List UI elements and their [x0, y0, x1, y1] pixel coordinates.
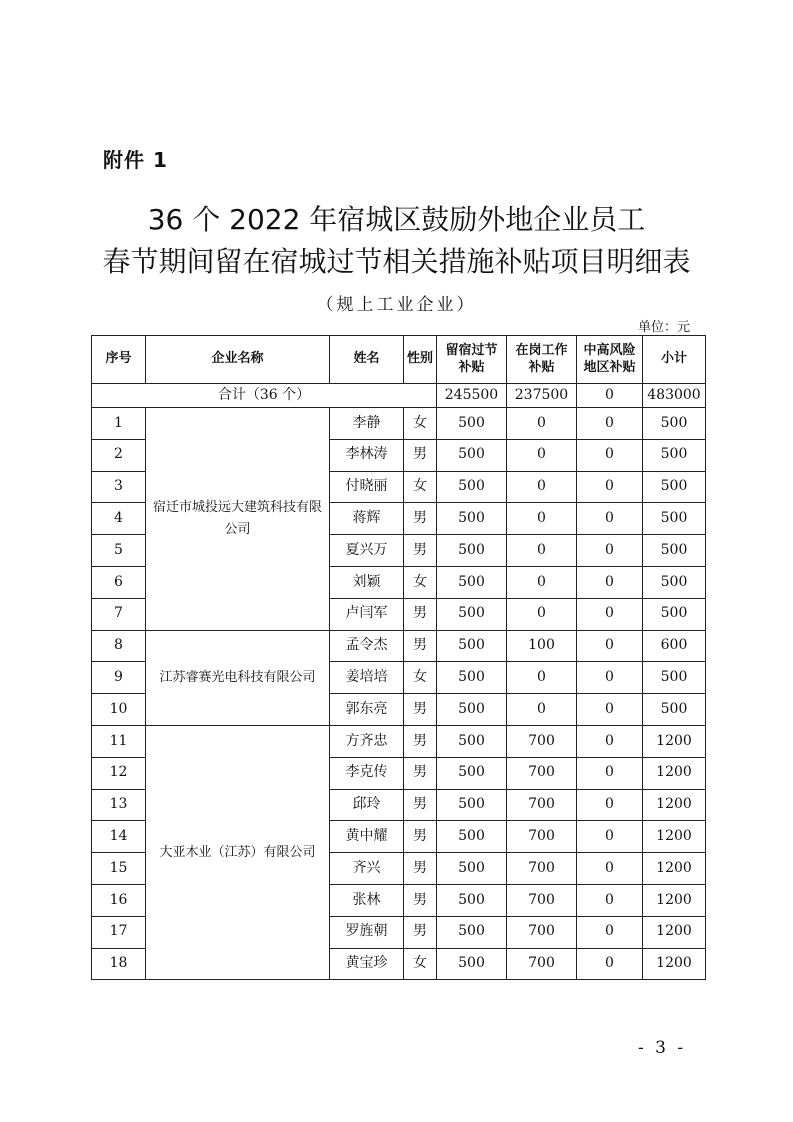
cell-name: 张林: [330, 884, 404, 916]
cell-gender: 男: [404, 439, 437, 471]
cell-subtotal: 1200: [643, 948, 706, 980]
cell-gender: 男: [404, 916, 437, 948]
header-stay-subsidy: [437, 336, 507, 384]
header-name: 姓名: [330, 336, 404, 384]
cell-stay: 500: [437, 566, 507, 598]
cell-subtotal: 500: [643, 439, 706, 471]
header-gender: 性别: [404, 336, 437, 384]
cell-gender: 男: [404, 598, 437, 630]
cell-risk: 0: [577, 503, 643, 535]
header-work-line2: 补贴: [528, 359, 555, 375]
cell-stay: 500: [437, 598, 507, 630]
cell-subtotal: 500: [643, 408, 706, 440]
cell-name: 罗旌朝: [330, 916, 404, 948]
cell-name: 黄中耀: [330, 821, 404, 853]
cell-seq: 14: [92, 821, 146, 853]
cell-work: 0: [507, 598, 577, 630]
cell-name: 蒋辉: [330, 503, 404, 535]
total-risk: 0: [577, 384, 643, 408]
cell-seq: 17: [92, 916, 146, 948]
cell-risk: 0: [577, 821, 643, 853]
cell-name: 孟令杰: [330, 630, 404, 662]
cell-stay: 500: [437, 884, 507, 916]
cell-stay: 500: [437, 948, 507, 980]
cell-subtotal: 1200: [643, 916, 706, 948]
document-subtitle: （规上工业企业）: [316, 295, 477, 315]
cell-name: 姜培培: [330, 662, 404, 694]
cell-seq: 10: [92, 694, 146, 726]
company-name: 宿迁市城投远大建筑科技有限公司: [146, 408, 330, 631]
cell-work: 0: [507, 662, 577, 694]
cell-subtotal: 600: [643, 630, 706, 662]
cell-stay: 500: [437, 725, 507, 757]
cell-stay: 500: [437, 439, 507, 471]
cell-risk: 0: [577, 948, 643, 980]
cell-work: 700: [507, 853, 577, 885]
cell-work: 700: [507, 757, 577, 789]
cell-risk: 0: [577, 535, 643, 567]
cell-subtotal: 1200: [643, 821, 706, 853]
cell-gender: 男: [404, 535, 437, 567]
cell-gender: 女: [404, 662, 437, 694]
cell-stay: 500: [437, 630, 507, 662]
cell-work: 0: [507, 408, 577, 440]
cell-risk: 0: [577, 725, 643, 757]
cell-work: 700: [507, 821, 577, 853]
cell-seq: 15: [92, 853, 146, 885]
cell-risk: 0: [577, 471, 643, 503]
cell-name: 李静: [330, 408, 404, 440]
company-name: 大亚木业（江苏）有限公司: [146, 725, 330, 979]
cell-subtotal: 1200: [643, 725, 706, 757]
cell-risk: 0: [577, 789, 643, 821]
header-work-line1: 在岗工作: [515, 343, 568, 359]
total-work: 237500: [507, 384, 577, 408]
subsidy-detail-table: [91, 335, 706, 980]
cell-work: 700: [507, 725, 577, 757]
cell-work: 700: [507, 948, 577, 980]
header-risk-subsidy: [577, 336, 643, 384]
cell-work: 0: [507, 694, 577, 726]
cell-stay: 500: [437, 662, 507, 694]
cell-gender: 女: [404, 948, 437, 980]
cell-risk: 0: [577, 916, 643, 948]
cell-subtotal: 500: [643, 694, 706, 726]
document-title-line-1: 36 个 2022 年宿城区鼓励外地企业员工: [147, 203, 646, 236]
cell-gender: 女: [404, 566, 437, 598]
header-stay-line1: 留宿过节: [445, 343, 498, 359]
cell-stay: 500: [437, 694, 507, 726]
cell-work: 0: [507, 566, 577, 598]
cell-subtotal: 1200: [643, 757, 706, 789]
cell-work: 0: [507, 503, 577, 535]
cell-name: 齐兴: [330, 853, 404, 885]
header-company: 企业名称: [146, 336, 330, 384]
cell-work: 700: [507, 884, 577, 916]
cell-name: 方齐忠: [330, 725, 404, 757]
cell-risk: 0: [577, 408, 643, 440]
total-stay: 245500: [437, 384, 507, 408]
cell-work: 0: [507, 535, 577, 567]
cell-seq: 7: [92, 598, 146, 630]
cell-risk: 0: [577, 853, 643, 885]
table-header-row: [92, 336, 706, 384]
cell-stay: 500: [437, 916, 507, 948]
cell-name: 黄宝珍: [330, 948, 404, 980]
cell-seq: 18: [92, 948, 146, 980]
cell-name: 邱玲: [330, 789, 404, 821]
cell-gender: 男: [404, 821, 437, 853]
cell-subtotal: 1200: [643, 884, 706, 916]
cell-stay: 500: [437, 471, 507, 503]
header-risk-line1: 中高风险: [583, 343, 636, 359]
cell-risk: 0: [577, 884, 643, 916]
header-stay-line2: 补贴: [458, 359, 485, 375]
cell-work: 0: [507, 439, 577, 471]
cell-stay: 500: [437, 789, 507, 821]
cell-seq: 13: [92, 789, 146, 821]
cell-seq: 9: [92, 662, 146, 694]
cell-name: 卢闫军: [330, 598, 404, 630]
cell-subtotal: 500: [643, 598, 706, 630]
cell-subtotal: 500: [643, 662, 706, 694]
cell-seq: 12: [92, 757, 146, 789]
cell-stay: 500: [437, 853, 507, 885]
cell-gender: 男: [404, 757, 437, 789]
cell-subtotal: 500: [643, 471, 706, 503]
total-subtotal: 483000: [643, 384, 706, 408]
cell-stay: 500: [437, 821, 507, 853]
document-title-line-2: 春节期间留在宿城过节相关措施补贴项目明细表: [102, 245, 691, 278]
cell-seq: 5: [92, 535, 146, 567]
cell-risk: 0: [577, 757, 643, 789]
cell-seq: 11: [92, 725, 146, 757]
cell-stay: 500: [437, 535, 507, 567]
cell-subtotal: 500: [643, 535, 706, 567]
cell-seq: 2: [92, 439, 146, 471]
cell-risk: 0: [577, 566, 643, 598]
cell-risk: 0: [577, 439, 643, 471]
cell-name: 付晓丽: [330, 471, 404, 503]
cell-gender: 女: [404, 408, 437, 440]
cell-name: 夏兴万: [330, 535, 404, 567]
cell-name: 刘颖: [330, 566, 404, 598]
table-row: [92, 725, 706, 757]
cell-stay: 500: [437, 757, 507, 789]
header-work-subsidy: [507, 336, 577, 384]
cell-risk: 0: [577, 694, 643, 726]
cell-gender: 男: [404, 630, 437, 662]
cell-subtotal: 1200: [643, 853, 706, 885]
cell-work: 700: [507, 789, 577, 821]
cell-subtotal: 500: [643, 566, 706, 598]
cell-risk: 0: [577, 598, 643, 630]
cell-seq: 3: [92, 471, 146, 503]
page-number: - 3 -: [638, 1038, 687, 1058]
table-row: [92, 630, 706, 662]
cell-gender: 男: [404, 884, 437, 916]
header-subtotal: 小计: [643, 336, 706, 384]
total-row: [92, 384, 706, 408]
cell-gender: 女: [404, 471, 437, 503]
cell-risk: 0: [577, 630, 643, 662]
cell-gender: 男: [404, 725, 437, 757]
cell-name: 郭东亮: [330, 694, 404, 726]
cell-gender: 男: [404, 853, 437, 885]
cell-risk: 0: [577, 662, 643, 694]
cell-seq: 4: [92, 503, 146, 535]
cell-seq: 16: [92, 884, 146, 916]
cell-subtotal: 500: [643, 503, 706, 535]
total-label: 合计（36 个）: [92, 384, 437, 408]
attachment-label: 附件 1: [103, 148, 168, 172]
unit-note: 单位：元: [637, 320, 690, 335]
company-name: 江苏睿赛光电科技有限公司: [146, 630, 330, 725]
header-seq: 序号: [92, 336, 146, 384]
cell-work: 100: [507, 630, 577, 662]
cell-subtotal: 1200: [643, 789, 706, 821]
cell-gender: 男: [404, 694, 437, 726]
cell-name: 李林涛: [330, 439, 404, 471]
cell-gender: 男: [404, 789, 437, 821]
cell-work: 0: [507, 471, 577, 503]
header-risk-line2: 地区补贴: [583, 359, 636, 375]
cell-work: 700: [507, 916, 577, 948]
cell-stay: 500: [437, 503, 507, 535]
cell-gender: 男: [404, 503, 437, 535]
cell-stay: 500: [437, 408, 507, 440]
cell-seq: 6: [92, 566, 146, 598]
cell-name: 李克传: [330, 757, 404, 789]
cell-seq: 8: [92, 630, 146, 662]
table-row: [92, 408, 706, 440]
cell-seq: 1: [92, 408, 146, 440]
